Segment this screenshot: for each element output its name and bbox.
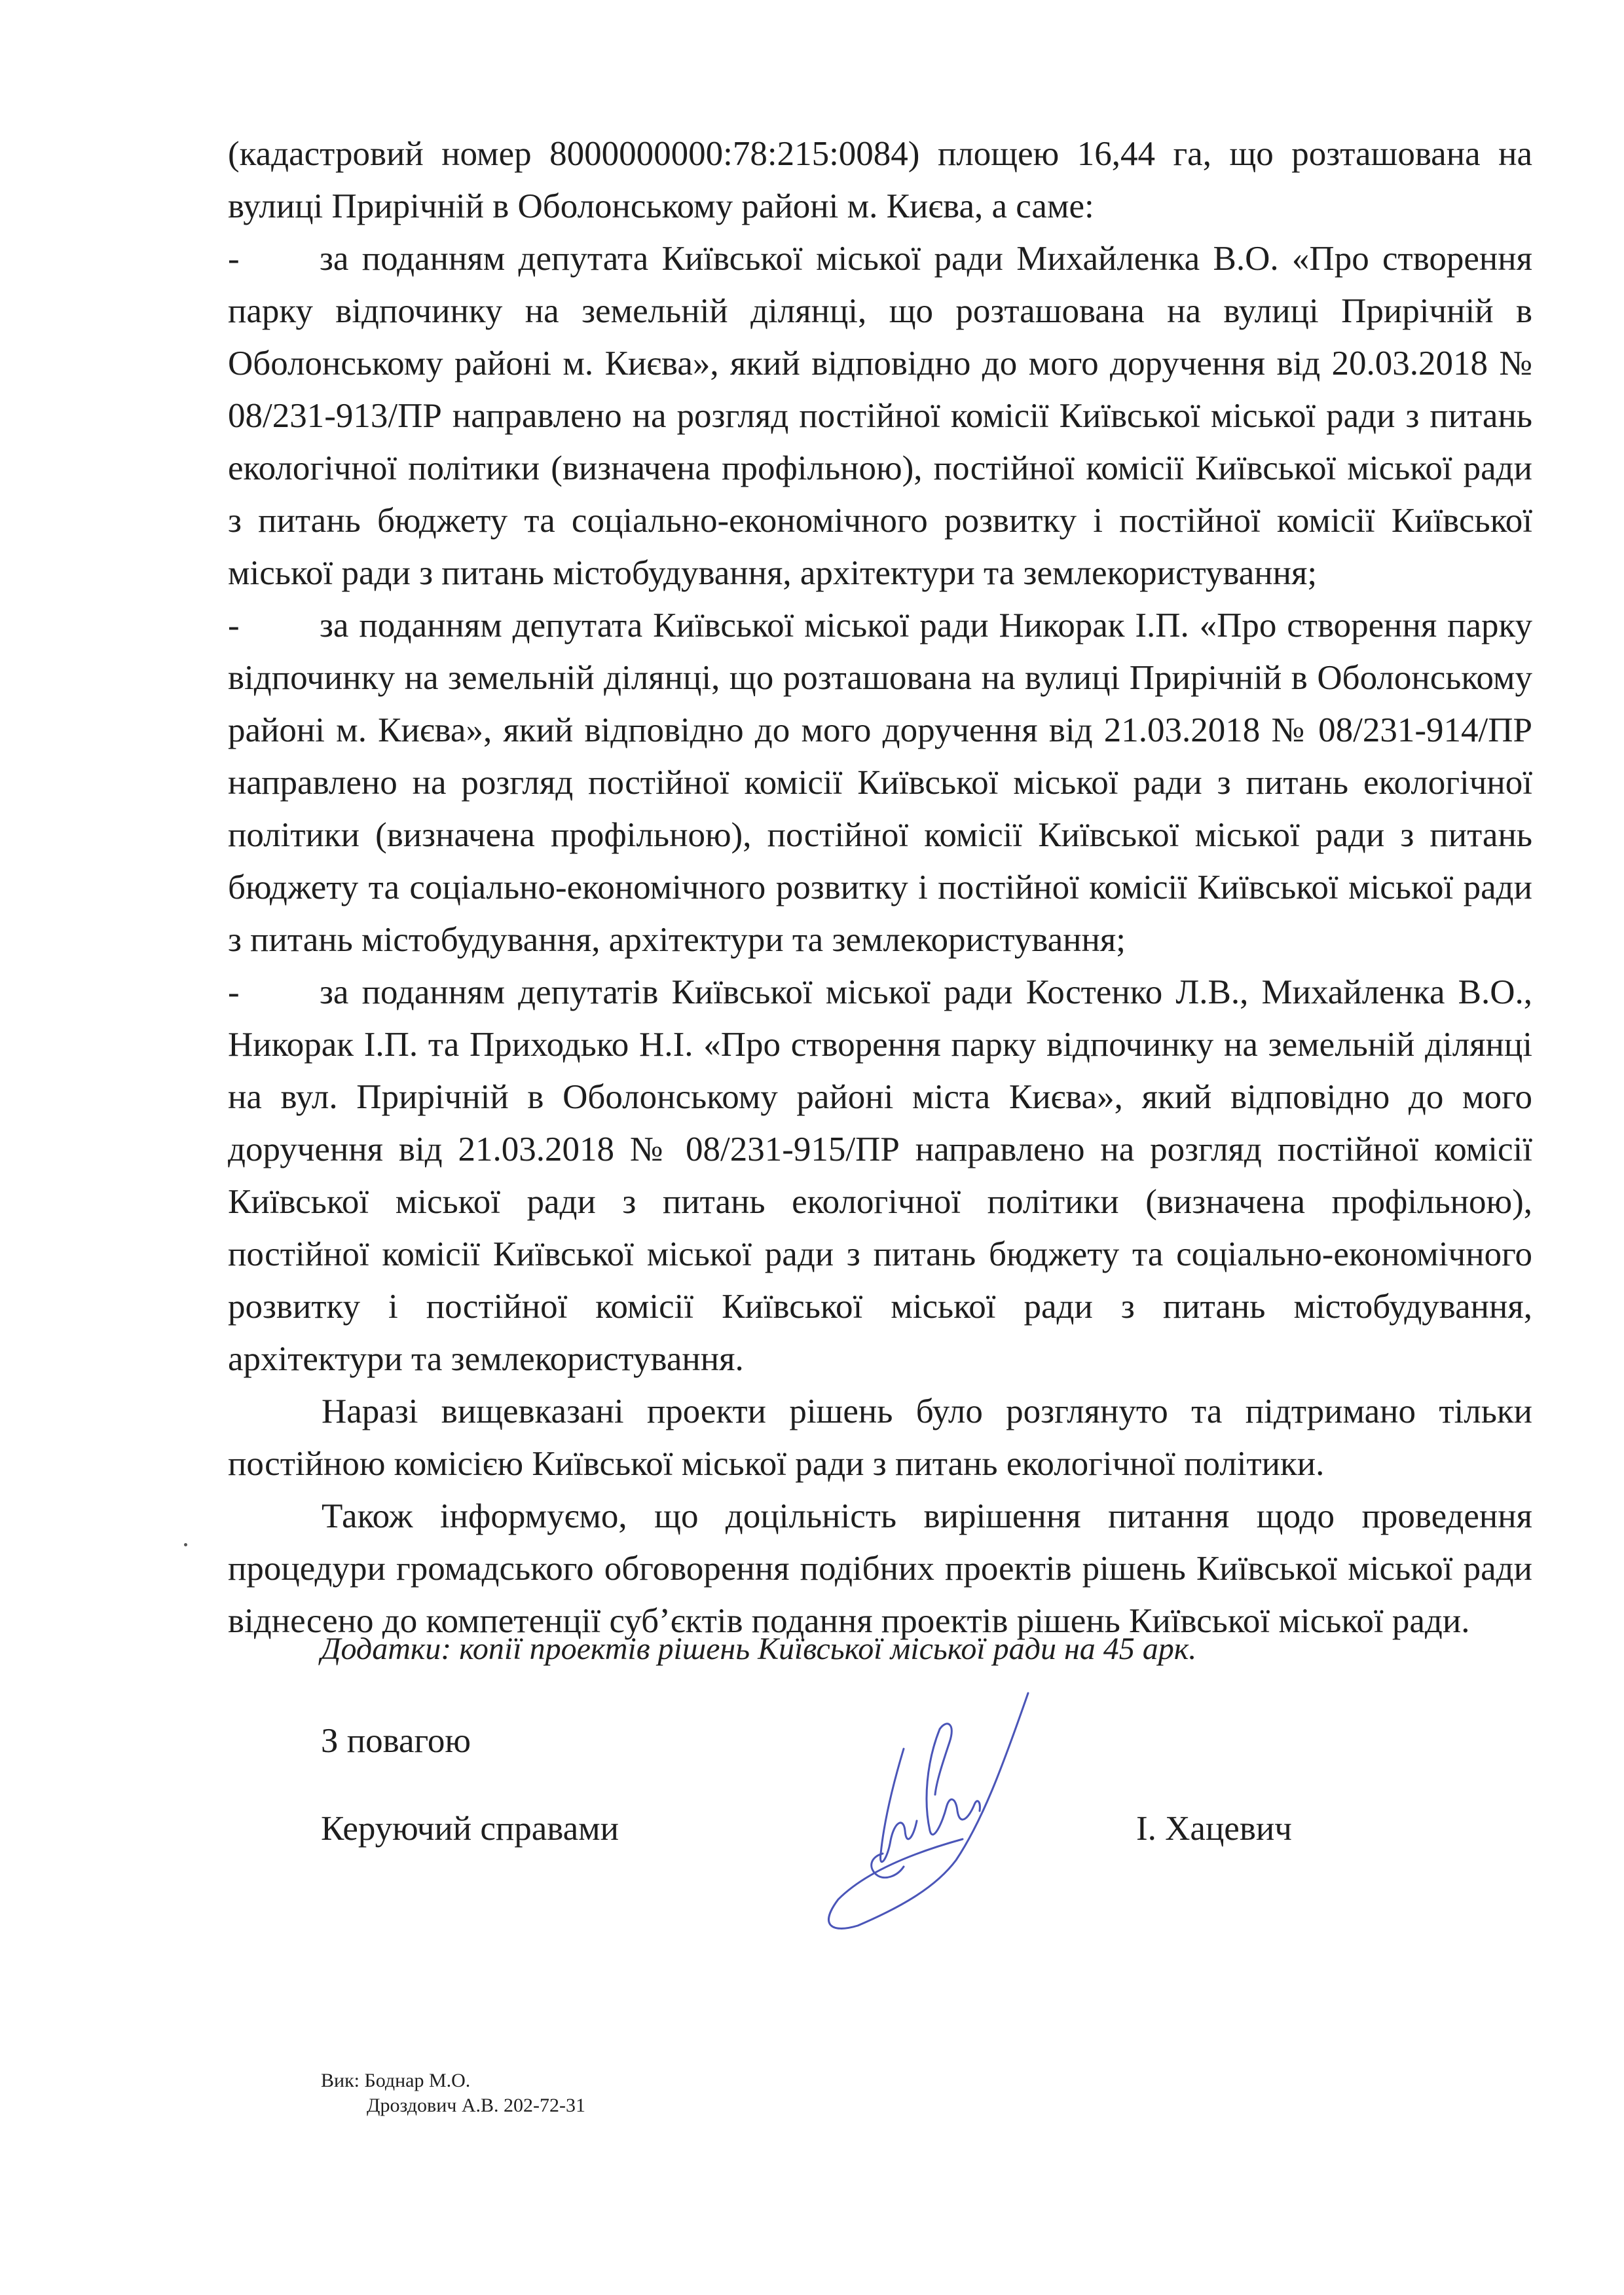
list-item [228,233,1532,599]
opening-paragraph: (кадастровий номер 8000000000:78:215:0084) площею 16,44 га, що розташована на вулиці Прирічній в Оболонському районі м. Києва, а саме: [228,135,1532,225]
information-paragraph: Також інформуємо, що доцільність вирішення питання щодо проведення процедури громадського обговорення подібних проектів рішень Київської міської ради віднесено до компетенції суб’єктів подання проектів рішень Київської міської ради. [228,1497,1532,1640]
executor-line-1: Вик: Боднар М.О. [321,2070,471,2091]
dash-bullet: - [228,973,240,1011]
handwritten-signature-icon [805,1690,1080,1939]
closing-salutation: З повагою [321,1722,471,1760]
status-paragraph: Наразі вищевказані проекти рішень було розглянуто та підтримано тільки постійною комісією Київської міської ради з питань екологічної політики. [228,1392,1532,1483]
list-item [228,599,1532,966]
executor-info [321,2068,585,2118]
letter-page [228,128,1532,1647]
attachments-note: Додатки: копії проектів рішень Київської міської ради на 45 арк. [321,1632,1197,1666]
letter-body [228,128,1532,1647]
list-item-text: за поданням депутата Київської міської ради Никорак І.П. «Про створення парку відпочинку на земельній ділянці, що розташована на вулиці Прирічній в Оболонському районі м. Києва», який відповідно до мого доручення від 21.03.2018 № 08/231-914/ПР направлено на розгляд постійної комісії Київської міської ради з питань екологічної політики (визначена профільною), постійної комісії Київської міської ради з питань бюджету та соціально-економічного розвитку і постійної комісії Київської міської ради з питань містобудування, архітектури та землекористування; [228,606,1532,959]
dash-bullet: - [228,240,240,278]
dash-bullet: - [228,606,240,644]
list-item-text: за поданням депутата Київської міської ради Михайленка В.О. «Про створення парку відпочинку на земельній ділянці, що розташована на вулиці Прирічній в Оболонському районі м. Києва», який відповідно до мого доручення від 20.03.2018 № 08/231-913/ПР направлено на розгляд постійної комісії Київської міської ради з питань екологічної політики (визначена профільною), постійної комісії Київської міської ради з питань бюджету та соціально-економічного розвитку і постійної комісії Київської міської ради з питань містобудування, архітектури та землекористування; [228,240,1532,592]
list-item-text: за поданням депутатів Київської міської ради Костенко Л.В., Михайленка В.О., Никорак І.П. та Приходько Н.І. «Про створення парку відпочинку на земельній ділянці на вул. Прирічній в Оболонському районі міста Києва», який відповідно до мого доручення від 21.03.2018 № 08/231-915/ПР направлено на розгляд постійної комісії Київської міської ради з питань екологічної політики (визначена профільною), постійної комісії Київської міської ради з питань бюджету та соціально-економічного розвитку і постійної комісії Київської міської ради з питань містобудування, архітектури та землекористування. [228,973,1532,1378]
signer-title: Керуючий справами [321,1810,619,1848]
scan-dot-mark [184,1543,187,1546]
executor-line-2: Дроздович А.В. 202-72-31 [367,2095,585,2116]
list-item [228,966,1532,1385]
signer-name: І. Хацевич [1136,1810,1292,1848]
